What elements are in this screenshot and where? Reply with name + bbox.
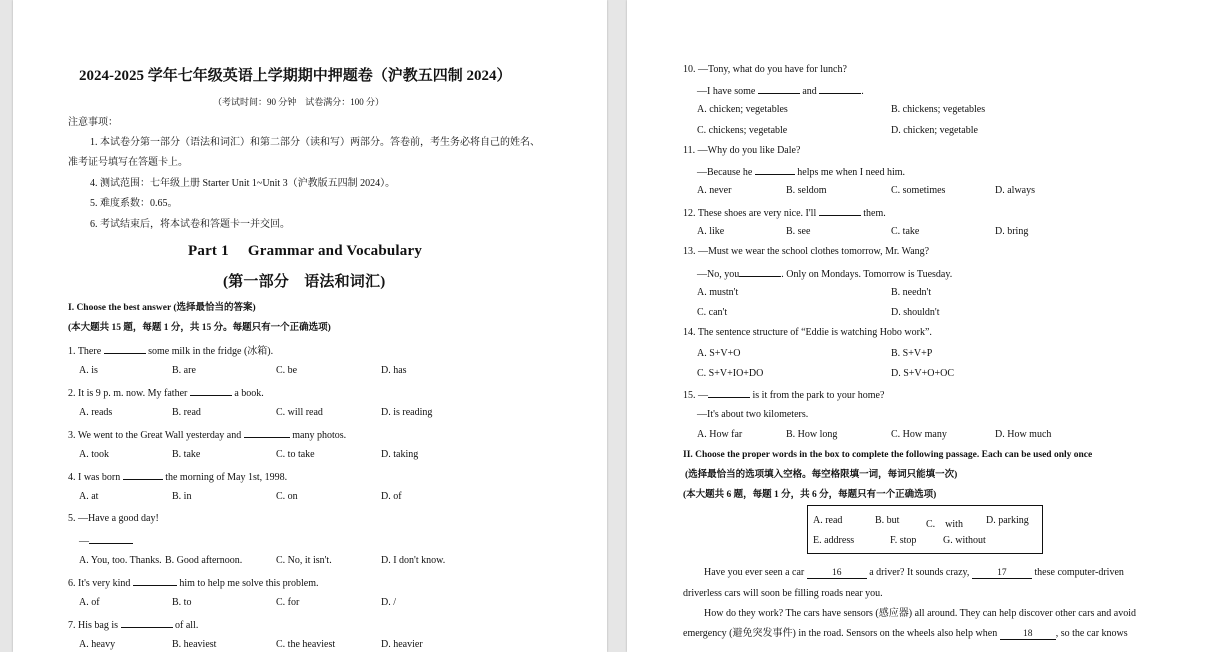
option[interactable]: B. heaviest: [172, 639, 217, 650]
option[interactable]: C. for: [276, 597, 300, 608]
question-5-response: —: [79, 534, 133, 548]
option[interactable]: D. always: [995, 185, 1035, 196]
word-option: D. parking: [986, 515, 1029, 526]
question-15: 15. — is it from the park to your home?: [683, 390, 885, 401]
answer-blank[interactable]: [121, 618, 173, 628]
question-5: 5. —Have a good day!: [68, 513, 159, 524]
option[interactable]: C. on: [276, 491, 298, 502]
option[interactable]: C. chickens; vegetable: [697, 125, 788, 136]
answer-blank[interactable]: [755, 165, 795, 175]
option[interactable]: B. needn't: [891, 287, 932, 298]
notice-item-4: 4. 测试范围：七年级上册 Starter Unit 1~Unit 3（沪教版五四制 2024）。: [90, 178, 396, 189]
option[interactable]: A. like: [697, 226, 725, 237]
answer-blank[interactable]: [819, 84, 861, 94]
question-1: 1. There some milk in the fridge (冰箱).: [68, 346, 274, 357]
answer-blank[interactable]: [739, 267, 781, 277]
option[interactable]: C. the heaviest: [276, 639, 336, 650]
option[interactable]: C. S+V+IO+DO: [697, 368, 764, 379]
word-option: F. stop: [890, 535, 917, 546]
option[interactable]: D. How much: [995, 429, 1052, 440]
answer-blank[interactable]: [89, 534, 133, 544]
option[interactable]: D. taking: [381, 449, 419, 460]
question-7: 7. His bag is of all.: [68, 620, 199, 631]
answer-blank[interactable]: [190, 386, 232, 396]
option[interactable]: D. I don't know.: [381, 555, 446, 566]
question-4: 4. I was born the morning of May 1st, 1998.: [68, 472, 288, 483]
passage-line-4: emergency (避免突发事件) in the road. Sensors on the wheels also help when 18 , so the car knows: [683, 628, 1128, 639]
document-title: 2024-2025 学年七年级英语上学期期中押题卷（沪教五四制 2024）: [79, 68, 512, 84]
part-title-cn: (第一部分 语法和词汇): [223, 274, 386, 290]
passage-line-2: driverless cars will soon be filling roads near you.: [683, 588, 883, 599]
question-10: 10. —Tony, what do you have for lunch?: [683, 64, 847, 75]
option[interactable]: C. to take: [276, 449, 315, 460]
option[interactable]: B. take: [172, 449, 201, 460]
answer-blank[interactable]: [708, 388, 750, 398]
answer-blank[interactable]: [819, 206, 861, 216]
answer-blank[interactable]: [133, 576, 177, 586]
question-2: 2. It is 9 p. m. now. My father a book.: [68, 388, 264, 399]
answer-blank[interactable]: [104, 344, 146, 354]
option[interactable]: D. shouldn't: [891, 307, 940, 318]
passage-blank-16[interactable]: 16: [807, 569, 867, 579]
notice-item-1: 1. 本试卷分第一部分（语法和词汇）和第二部分（读和写）两部分。答卷前，考生务必将自己的姓名、: [90, 137, 540, 148]
option[interactable]: A. chicken; vegetables: [697, 104, 788, 115]
option[interactable]: A. of: [79, 597, 100, 608]
notice-item-6: 6. 考试结束后，将本试卷和答题卡一并交回。: [90, 219, 290, 230]
word-option: E. address: [813, 535, 855, 546]
option[interactable]: B. read: [172, 407, 201, 418]
question-11: 11. —Why do you like Dale?: [683, 145, 801, 156]
option[interactable]: A. took: [79, 449, 109, 460]
option[interactable]: A. You, too. Thanks.: [79, 555, 162, 566]
exam-info: （考试时间：90 分钟 试卷满分：100 分）: [213, 97, 385, 107]
option[interactable]: D. /: [381, 597, 396, 608]
option[interactable]: A. heavy: [79, 639, 116, 650]
option[interactable]: A. How far: [697, 429, 743, 440]
notice-item-1-cont: 准考证号填写在答题卡上。: [68, 157, 188, 168]
answer-blank[interactable]: [123, 470, 163, 480]
option[interactable]: B. S+V+P: [891, 348, 933, 359]
answer-blank[interactable]: [758, 84, 800, 94]
option[interactable]: B. How long: [786, 429, 838, 440]
passage-line-3: How do they work? The cars have sensors (感应器) all around. They can help discover other cars and avoid: [704, 608, 1136, 619]
question-6: 6. It's very kind him to help me solve this problem.: [68, 578, 319, 589]
word-option: B. but: [875, 515, 900, 526]
option[interactable]: D. bring: [995, 226, 1029, 237]
notice-heading: 注意事项：: [68, 117, 118, 128]
option[interactable]: C. can't: [697, 307, 728, 318]
right-page: [627, 0, 1217, 652]
option[interactable]: D. heavier: [381, 639, 423, 650]
section2-rule: (本大题共 6 题，每题 1 分，共 6 分，每题只有一个正确选项): [683, 490, 937, 500]
question-14: 14. The sentence structure of “Eddie is watching Hobo work”.: [683, 327, 932, 338]
option[interactable]: D. S+V+O+OC: [891, 368, 955, 379]
option[interactable]: A. S+V+O: [697, 348, 741, 359]
part-title: Part 1 Grammar and Vocabulary: [188, 243, 423, 259]
option[interactable]: D. chicken; vegetable: [891, 125, 978, 136]
option[interactable]: C. How many: [891, 429, 947, 440]
option[interactable]: A. never: [697, 185, 732, 196]
question-10-response: —I have some and .: [697, 86, 864, 97]
left-page: [13, 0, 607, 652]
option[interactable]: B. are: [172, 365, 196, 376]
question-3: 3. We went to the Great Wall yesterday and many photos.: [68, 430, 347, 441]
option[interactable]: C. be: [276, 365, 298, 376]
question-13-response: —No, you . Only on Mondays. Tomorrow is Tuesday.: [697, 269, 953, 280]
question-12: 12. These shoes are very nice. I'll them.: [683, 208, 886, 219]
word-option: G. without: [943, 535, 986, 546]
word-option: C. with: [926, 519, 963, 530]
section1-heading: I. Choose the best answer (选择最恰当的答案): [68, 303, 256, 313]
passage-blank-18[interactable]: 18: [1000, 630, 1056, 640]
option[interactable]: A. at: [79, 491, 99, 502]
section1-rule: (本大题共 15 题，每题 1 分，共 15 分。每题只有一个正确选项): [68, 323, 331, 333]
option[interactable]: D. has: [381, 365, 407, 376]
option[interactable]: D. is reading: [381, 407, 433, 418]
word-option: A. read: [813, 515, 843, 526]
notice-item-5: 5. 难度系数：0.65。: [90, 198, 178, 209]
option[interactable]: B. seldom: [786, 185, 827, 196]
option[interactable]: C. take: [891, 226, 920, 237]
question-15-response: —It's about two kilometers.: [697, 409, 809, 420]
option[interactable]: B. Good afternoon.: [165, 555, 243, 566]
section2-heading: II. Choose the proper words in the box to complete the following passage. Each can be used only once: [683, 450, 1093, 460]
question-13: 13. —Must we wear the school clothes tomorrow, Mr. Wang?: [683, 246, 930, 257]
option[interactable]: A. reads: [79, 407, 113, 418]
option[interactable]: C. will read: [276, 407, 323, 418]
option[interactable]: C. sometimes: [891, 185, 946, 196]
word-box: [807, 505, 1043, 554]
option[interactable]: B. see: [786, 226, 811, 237]
option[interactable]: D. of: [381, 491, 402, 502]
option[interactable]: B. chickens; vegetables: [891, 104, 986, 115]
section2-instruction-cn: (选择最恰当的选项填入空格。每空格限填一词，每词只能填一次): [685, 470, 958, 480]
passage-blank-17[interactable]: 17: [972, 569, 1032, 579]
option[interactable]: A. mustn't: [697, 287, 739, 298]
question-11-response: —Because he helps me when I need him.: [697, 167, 906, 178]
option[interactable]: B. in: [172, 491, 192, 502]
option[interactable]: B. to: [172, 597, 192, 608]
answer-blank[interactable]: [244, 428, 290, 438]
passage-line-1: Have you ever seen a car 16 a driver? It sounds crazy, 17 these computer-driven: [704, 567, 1124, 578]
option[interactable]: C. No, it isn't.: [276, 555, 332, 566]
option[interactable]: A. is: [79, 365, 98, 376]
